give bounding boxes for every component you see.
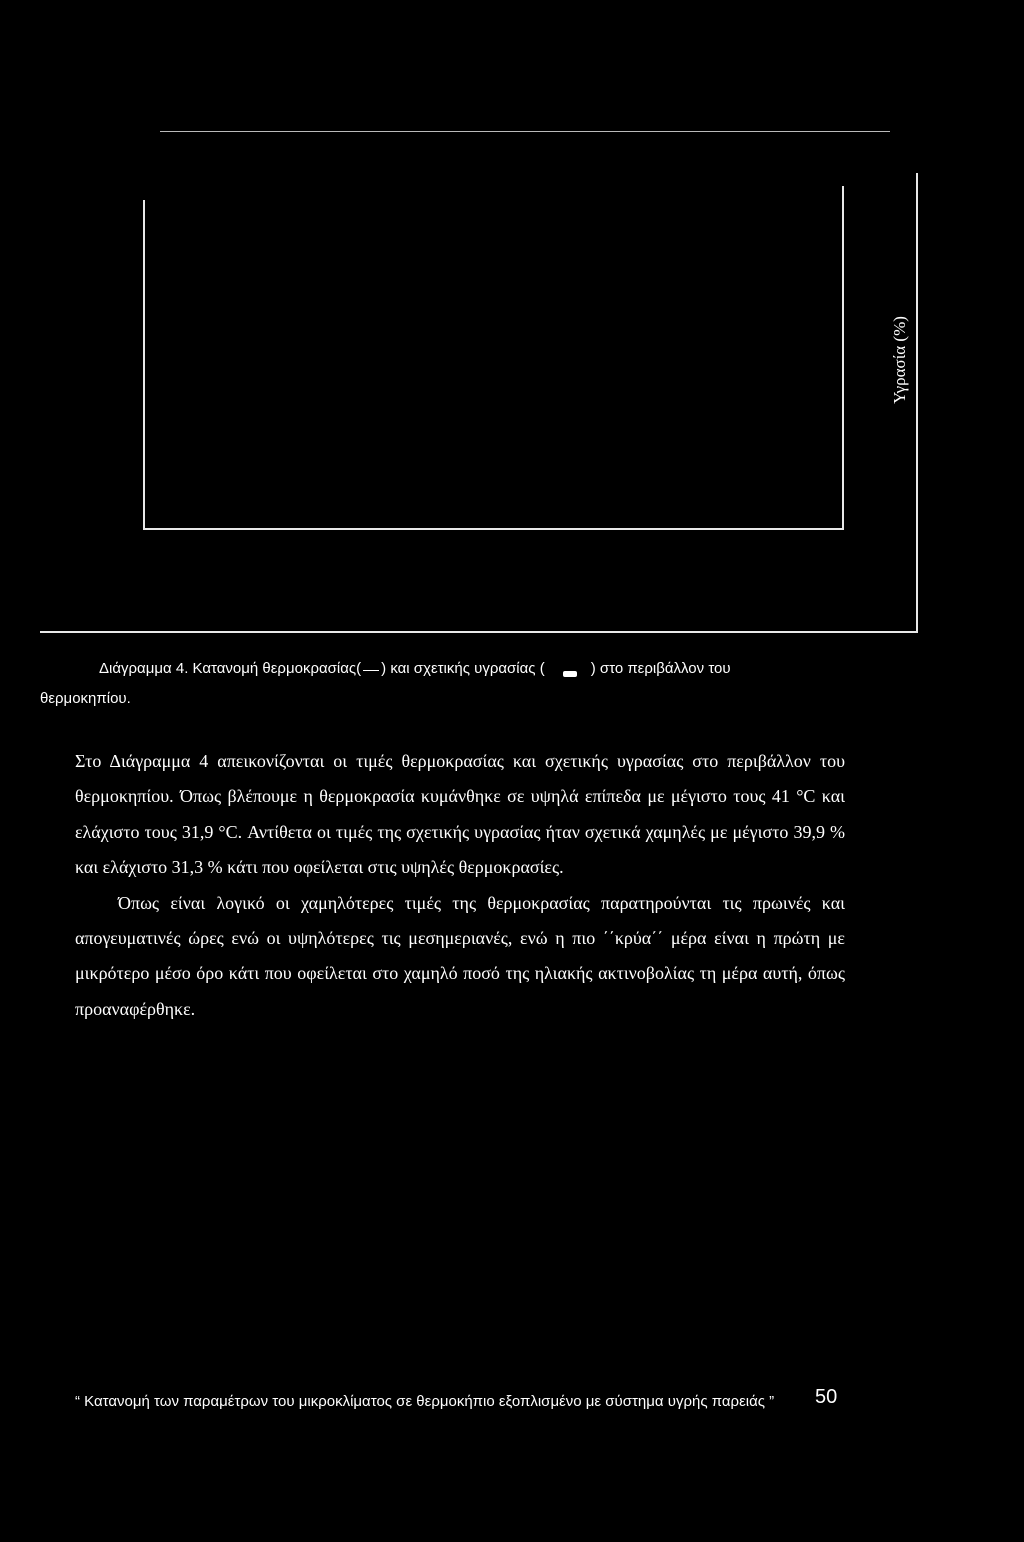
- footer-text: “ Κατανομή των παραμέτρων του μικροκλίματος σε θερμοκήπιο εξοπλισμένο με σύστημα υγρής παρειάς ”: [75, 1393, 775, 1410]
- y-axis-label: [888, 300, 912, 420]
- caption-part1: Διάγραμμα 4. Κατανομή θερμοκρασίας(: [99, 660, 362, 677]
- figure-top-border: [160, 131, 890, 132]
- plot-bottom-axis: [143, 528, 844, 530]
- caption-part2: ) και σχετικής υγρασίας (: [381, 660, 545, 677]
- caption-part3: ) στο περιβάλλον του: [590, 660, 731, 677]
- temperature-legend-icon: [363, 670, 379, 671]
- body-text: [75, 744, 845, 1027]
- caption-part4: θερμοκηπίου.: [40, 690, 131, 707]
- figure-right-border: [916, 173, 918, 633]
- y-axis-label-text: Υγρασία (%): [890, 316, 909, 404]
- figure-caption: [40, 654, 920, 714]
- humidity-legend-icon: [563, 671, 577, 677]
- paragraph-2: Όπως είναι λογικό οι χαμηλότερες τιμές της θερμοκρασίας παρατηρούνται τις πρωινές και απογευματινές ώρες ενώ οι υψηλότερες τις μεσημεριανές, ενώ η πιο ΄΄κρύα΄΄ μέρα είναι η πρώτη με μικρότερο μέσο όρο κάτι που οφείλεται στο χαμηλό ποσό της ηλιακής ακτινοβολίας τη μέρα αυτή, όπως προαναφέρθηκε.: [75, 892, 845, 1019]
- plot-left-axis: [143, 200, 145, 530]
- page-footer: [75, 1384, 855, 1419]
- page-number: 50: [815, 1386, 838, 1408]
- paragraph-1: Στο Διάγραμμα 4 απεικονίζονται οι τιμές θερμοκρασίας και σχετικής υγρασίας στο περιβάλλον του θερμοκηπίου. Όπως βλέπουμε η θερμοκρασία κυμάνθηκε σε υψηλά επίπεδα με μέγιστο τους 41 °C και ελάχιστο τους 31,9 °C. Αντίθετα οι τιμές της σχετικής υγρασίας ήταν σχετικά χαμηλές με μέγιστο 39,9 % και ελάχιστο 31,3 % κάτι που οφείλεται στις υψηλές θερμοκρασίες.: [75, 751, 845, 878]
- plot-right-axis: [842, 186, 844, 530]
- figure-bottom-border: [40, 631, 918, 633]
